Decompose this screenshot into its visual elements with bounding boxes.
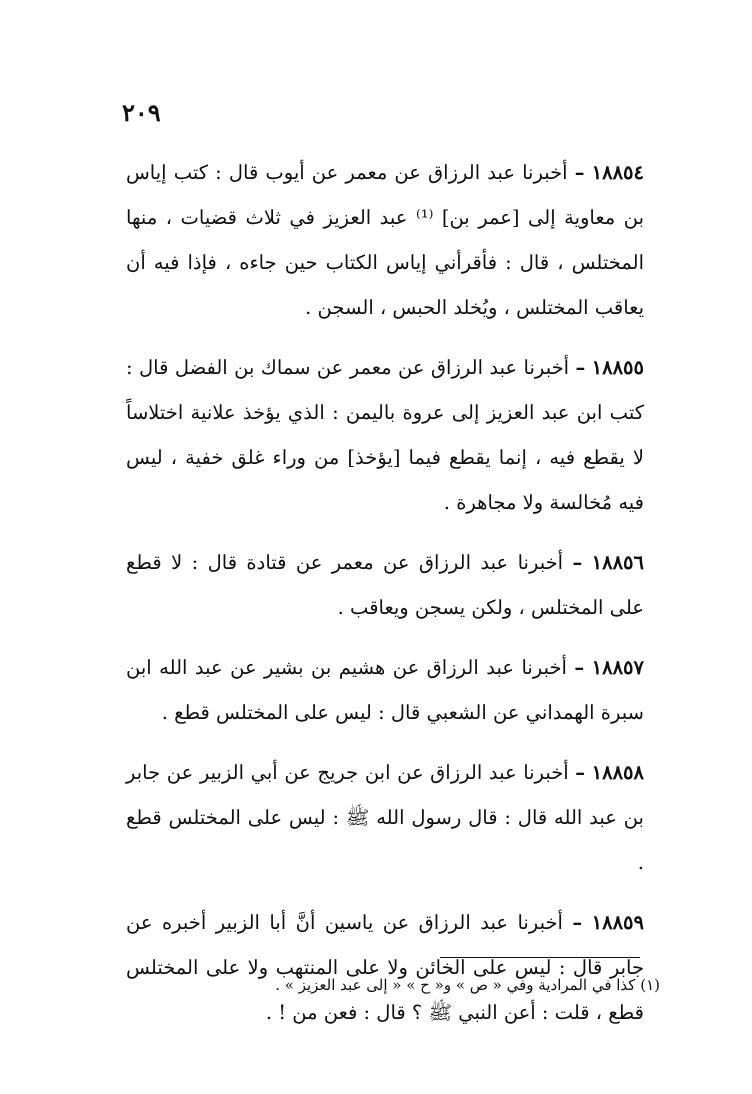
entry-number: ١٨٨٥٦ bbox=[591, 551, 644, 574]
entry-number: ١٨٨٥٤ bbox=[591, 161, 645, 184]
entry-text: أخبرنا عبد الرزاق عن ياسين أنَّ أبا الزبير أخبره عن جابر قال : ليس على الخائن ولا على المنتهب ولا على المختلس قطع ، قلت : أعن النبي ﷺ ؟ قال : فعن من ! . bbox=[126, 911, 644, 1024]
footnote: (١) كذا في المرادية وفي « ص » و« ح » « إلى عبد العزيز » . bbox=[275, 976, 660, 994]
hadith-entries bbox=[126, 150, 644, 1035]
entry-dash: – bbox=[572, 911, 583, 934]
entry-number: ١٨٨٥٩ bbox=[591, 911, 644, 934]
entry-text: أخبرنا عبد الرزاق عن معمر عن أيوب قال : كتب إياس بن معاوية إلى [عمر بن] ⁽¹⁾ عبد العزيز في ثلاث قضيات ، منها المختلس ، قال : فأقرأني إياس الكتاب حين جاءه ، فإذا فيه أن يعاقب المختلس ، ويُخلد الحبس ، السجن . bbox=[126, 161, 644, 319]
entry-text: أخبرنا عبد الرزاق عن معمر عن سماك بن الفضل قال : كتب ابن عبد العزيز إلى عروة باليمن : الذي يؤخذ علانية اختلاساً لا يقطع فيه ، إنما يقطع فيما [يؤخذ] من وراء غلق خفية ، ليس فيه مُخالسة ولا مجاهرة . bbox=[126, 356, 644, 514]
entry-number: ١٨٨٥٧ bbox=[591, 656, 644, 679]
entry-number: ١٨٨٥٥ bbox=[591, 356, 645, 379]
entry-text: أخبرنا عبد الرزاق عن هشيم بن بشير عن عبد الله ابن سبرة الهمداني عن الشعبي قال : ليس على المختلس قطع . bbox=[126, 656, 644, 724]
entry-text: أخبرنا عبد الرزاق عن ابن جريج عن أبي الزبير عن جابر بن عبد الله قال : قال رسول الله ﷺ : ليس على المختلس قطع . bbox=[126, 761, 644, 874]
entry-dash: – bbox=[575, 761, 586, 784]
hadith-entry bbox=[126, 345, 644, 525]
hadith-entry bbox=[126, 750, 644, 885]
entry-dash: – bbox=[575, 356, 586, 379]
entry-dash: – bbox=[574, 161, 585, 184]
entry-dash: – bbox=[574, 656, 585, 679]
entry-number: ١٨٨٥٨ bbox=[591, 761, 644, 784]
hadith-entry bbox=[126, 540, 644, 630]
entry-text: أخبرنا عبد الرزاق عن معمر عن قتادة قال : لا قطع على المختلس ، ولكن يسجن ويعاقب . bbox=[126, 551, 644, 619]
footnote-divider bbox=[440, 957, 640, 958]
page-number: ٢٠٩ bbox=[122, 98, 161, 127]
entry-dash: – bbox=[572, 551, 583, 574]
hadith-entry bbox=[126, 150, 644, 330]
hadith-entry bbox=[126, 900, 644, 1035]
hadith-entry bbox=[126, 645, 644, 735]
